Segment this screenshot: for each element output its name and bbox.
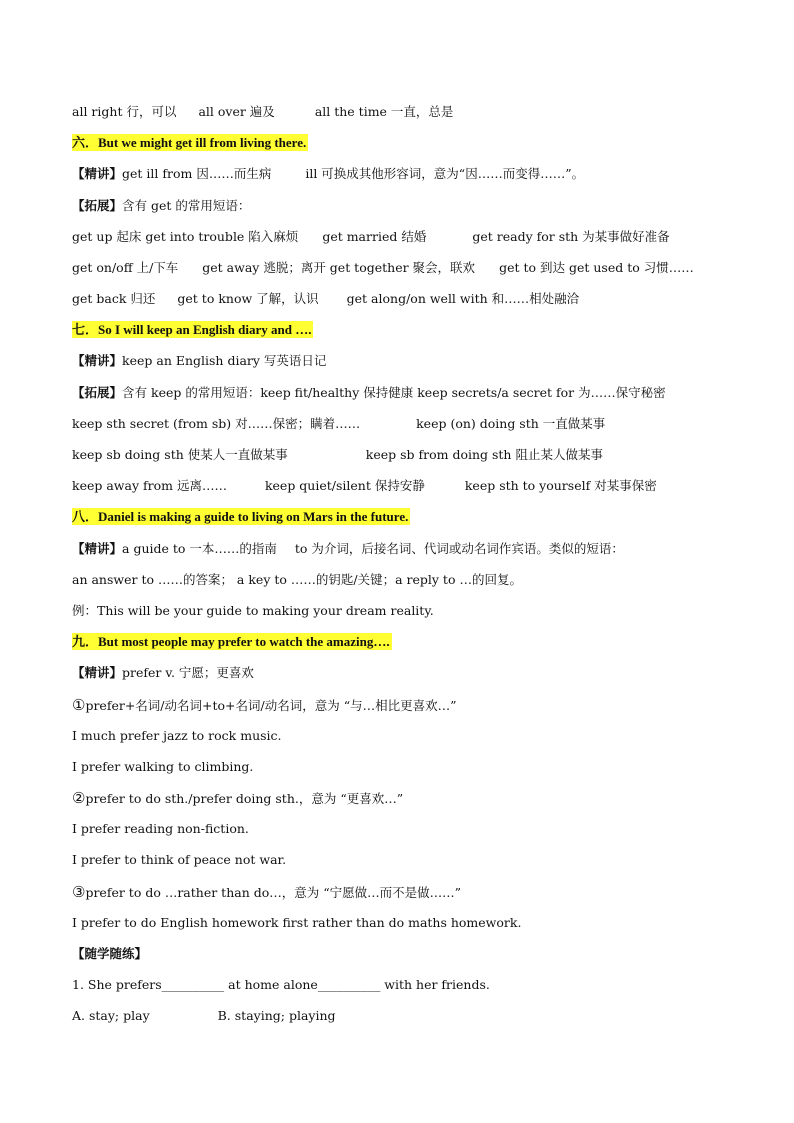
text-line [72,821,249,837]
text-line [72,198,250,214]
phrase: ill 可换成其他形容词，意为“因……而变得……”。 [305,166,585,181]
phrase: keep (on) doing sth 一直做某事 [416,416,606,431]
phrase: 含有 get 的常用短语： [122,198,251,213]
phrase: keep sth secret (from sb) 对……保密；瞒着…… [72,416,361,431]
text-line [72,353,326,369]
phrase: a guide to 一本……的指南 [122,541,277,556]
example-sentence: I prefer walking to climbing. [72,759,254,774]
phrase: get on/off 上/下车 [72,260,179,275]
label-tag: 【精讲】 [72,166,123,181]
phrase: get up 起床 get into trouble 陷入麻烦 [72,229,299,244]
text-line [72,229,670,245]
label-tag: 【随学随练】 [72,946,148,961]
text-line [72,915,521,931]
phrase: prefer to do sth./prefer doing sth.，意为 “更喜欢…” [85,791,404,806]
label-tag: 【精讲】 [72,541,123,556]
phrase: get ill from 因……而生病 [122,166,272,181]
phrase: all the time 一直，总是 [314,104,454,119]
highlighted-heading: 九．But most people may prefer to watch the amazing…. [72,634,390,649]
phrase: all over 遍及 [198,104,275,119]
highlighted-heading: 六．But we might get ill from living there. [72,135,307,150]
text-line [72,759,253,775]
text-line [72,728,282,744]
example-sentence: 例：This will be your guide to making your dream reality. [72,603,434,618]
phrase: prefer+名词/动名词+to+名词/动名词，意为 “与…相比更喜欢…” [85,698,457,713]
circled-number: ② [72,789,86,807]
phrase: get back 归还 [72,291,156,306]
phrase: to 为介词，后接名词、代词或动名词作宾语。类似的短语： [294,541,624,556]
label-tag: 【拓展】 [72,198,123,213]
text-line [72,852,286,868]
phrase: get away 逃脱；离开 get together 聚会，联欢 [202,260,476,275]
phrase: get to 到达 get used to 习惯…… [499,260,694,275]
phrase: get along/on well with 和……相处融洽 [346,291,580,306]
option-a: A. stay; play [72,1008,150,1023]
phrase: get ready for sth 为某事做好准备 [472,229,670,244]
text-line [72,416,605,432]
section-heading [72,135,308,151]
circled-number: ① [72,696,86,714]
highlighted-heading: 八．Daniel is making a guide to living on Mars in the future. [72,509,409,524]
text-line [72,790,403,807]
phrase: get to know 了解，认识 [177,291,319,306]
text-line [72,447,603,463]
text-line [72,603,434,619]
phrase: keep an English diary 写英语日记 [122,353,327,368]
phrase: get married 结婚 [322,229,427,244]
text-line [72,572,522,588]
text-line [72,541,624,557]
section-heading [72,322,313,338]
text-line [72,291,579,307]
label-tag: 【精讲】 [72,665,123,680]
question-text: 1. She prefers__________ at home alone__________ with her friends. [72,977,490,992]
phrase: an answer to ……的答案； a key to ……的钥匙/关键；a reply to …的回复。 [72,572,522,587]
example-sentence: I much prefer jazz to rock music. [72,728,282,743]
text-line [72,946,147,962]
phrase: keep quiet/silent 保持安静 [264,478,425,493]
section-heading [72,509,410,525]
example-sentence: I prefer to do English homework first rather than do maths homework. [72,915,522,930]
text-line [72,385,666,401]
phrase: prefer to do …rather than do…，意为 “宁愿做…而不是做……” [85,885,462,900]
text-line [72,478,657,494]
phrase: keep sb from doing sth 阻止某人做某事 [365,447,603,462]
phrase: keep away from 远离…… [72,478,227,493]
text-line [72,884,461,901]
phrase: 含有 keep 的常用短语：keep fit/healthy 保持健康 keep secrets/a secret for 为……保守秘密 [122,385,666,400]
text-line [72,260,694,276]
text-line [72,166,584,182]
text-line [72,104,453,120]
phrase: all right 行，可以 [72,104,177,119]
section-heading [72,634,392,650]
highlighted-heading: 七．So I will keep an English diary and …. [72,322,312,337]
label-tag: 【精讲】 [72,353,123,368]
option-b: B. staying; playing [217,1008,336,1023]
example-sentence: I prefer to think of peace not war. [72,852,287,867]
phrase: keep sb doing sth 使某人一直做某事 [72,447,288,462]
question-line [72,977,490,993]
example-sentence: I prefer reading non-fiction. [72,821,249,836]
options-line [72,1008,336,1024]
text-line [72,697,456,714]
phrase: keep sth to yourself 对某事保密 [464,478,657,493]
text-line [72,665,254,681]
circled-number: ③ [72,883,86,901]
phrase: prefer v. 宁愿；更喜欢 [122,665,254,680]
label-tag: 【拓展】 [72,385,123,400]
